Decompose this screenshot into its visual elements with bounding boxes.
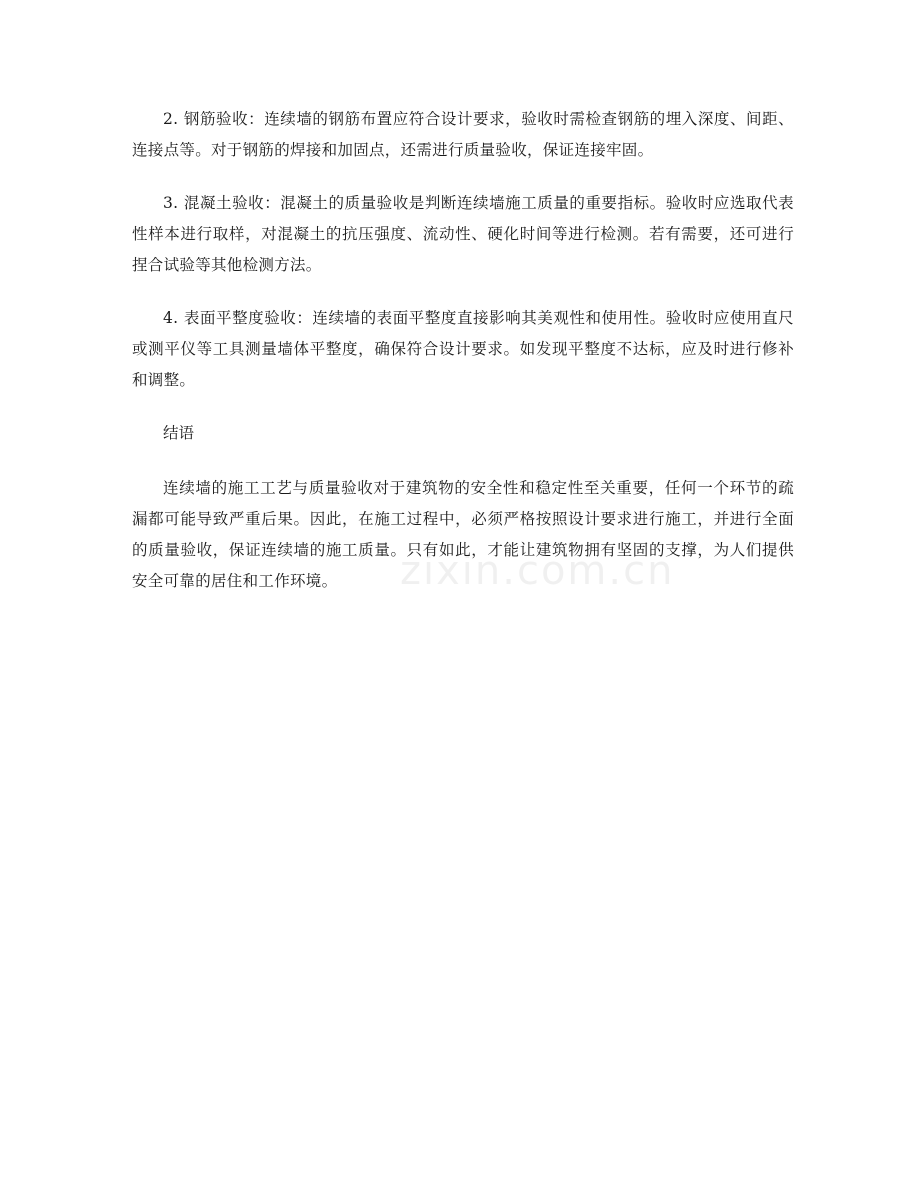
paragraph-rebar-inspection: 2. 钢筋验收：连续墙的钢筋布置应符合设计要求，验收时需检查钢筋的埋入深度、间距、连接点等。对于钢筋的焊接和加固点，还需进行质量验收，保证连接牢固。 [132,110,794,159]
document-page [132,104,794,619]
conclusion-paragraph: 连续墙的施工工艺与质量验收对于建筑物的安全性和稳定性至关重要，任何一个环节的疏漏都可能导致严重后果。因此，在施工过程中，必须严格按照设计要求进行施工，并进行全面的质量验收，保证连续墙的施工质量。只有如此，才能让建筑物拥有坚固的支撑，为人们提供安全可靠的居住和工作环境。 [132,479,794,590]
paragraph-flatness-inspection: 4. 表面平整度验收：连续墙的表面平整度直接影响其美观性和使用性。验收时应使用直尺或测平仪等工具测量墙体平整度，确保符合设计要求。如发现平整度不达标，应及时进行修补和调整。 [132,309,794,389]
paragraph-concrete-inspection: 3. 混凝土验收：混凝土的质量验收是判断连续墙施工质量的重要指标。验收时应选取代表性样本进行取样，对混凝土的抗压强度、流动性、硬化时间等进行检测。若有需要，还可进行捏合试验等其他检测方法。 [132,194,794,274]
conclusion-heading: 结语 [163,424,195,442]
watermark: zixin.com.cn [400,548,675,594]
